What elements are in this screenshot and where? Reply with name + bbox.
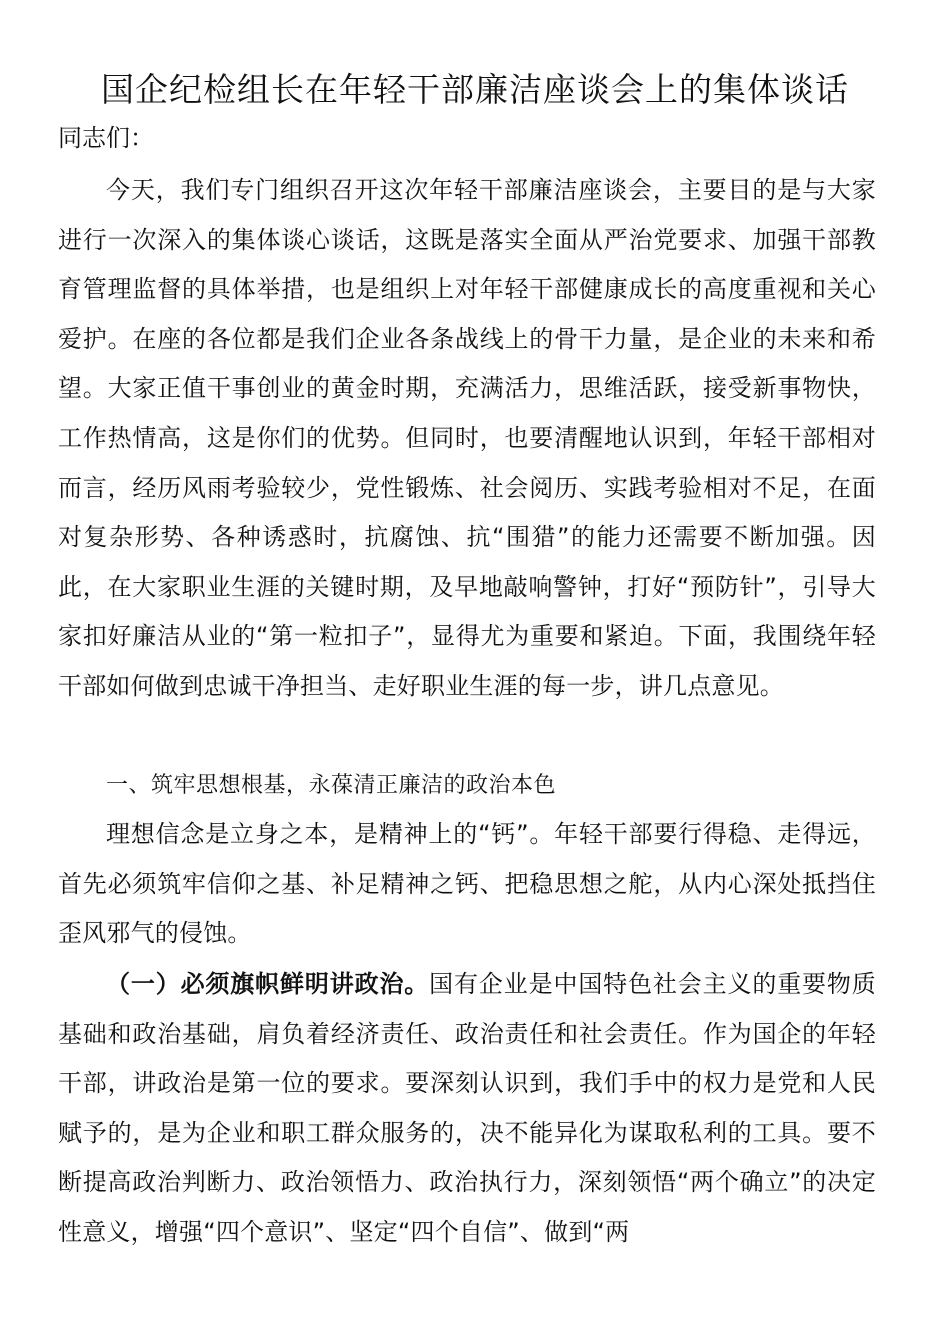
salutation: 同志们： [58, 124, 154, 152]
paragraph-intro: 今天，我们专门组织召开这次年轻干部廉洁座谈会，主要目的是与大家进行一次深入的集体谈心谈话，这既是落实全面从严治党要求、加强干部教育管理监督的具体举措，也是组织上对年轻干部健康成长的高度重视和关心爱护。在座的各位都是我们企业各条战线上的骨干力量，是企业的未来和希望。大家正值干事创业的黄金时期，充满活力，思维活跃，接受新事物快，工作热情高，这是你们的优势。但同时，也要清醒地认识到，年轻干部相对而言，经历风雨考验较少，党性锻炼、社会阅历、实践考验相对不足，在面对复杂形势、各种诱惑时，抗腐蚀、抗“围猎”的能力还需要不断加强。因此，在大家职业生涯的关键时期，及早地敲响警钟，打好“预防针”，引导大家扣好廉洁从业的“第一粒扣子”，显得尤为重要和紧迫。下面，我围绕年轻干部如何做到忠诚干净担当、走好职业生涯的每一步，讲几点意见。 [58, 176, 876, 700]
document-title: 国企纪检组长在年轻干部廉洁座谈会上的集体谈话 [101, 70, 849, 109]
section-heading-1: 一、筑牢思想根基，永葆清正廉洁的政治本色 [106, 773, 557, 798]
paragraph-section1-intro: 理想信念是立身之本，是精神上的“钙”。年轻干部要行得稳、走得远，首先必须筑牢信仰之基、补足精神之钙、把稳思想之舵，从内心深处抵挡住歪风邪气的侵蚀。 [58, 820, 876, 948]
paragraph-subsection-1 [58, 960, 876, 1258]
subsection-body: 国有企业是中国特色社会主义的重要物质基础和政治基础，肩负着经济责任、政治责任和社会责任。作为国企的年轻干部，讲政治是第一位的要求。要深刻认识到，我们手中的权力是党和人民赋予的，是为企业和职工群众服务的，决不能异化为谋取私利的工具。要不断提高政治判断力、政治领悟力、政治执行力，深刻领悟“两个确立”的决定性意义，增强“四个意识”、坚定“四个自信”、做到“两 [58, 970, 876, 1246]
subsection-lead: （一）必须旗帜鲜明讲政治。 [106, 970, 430, 998]
